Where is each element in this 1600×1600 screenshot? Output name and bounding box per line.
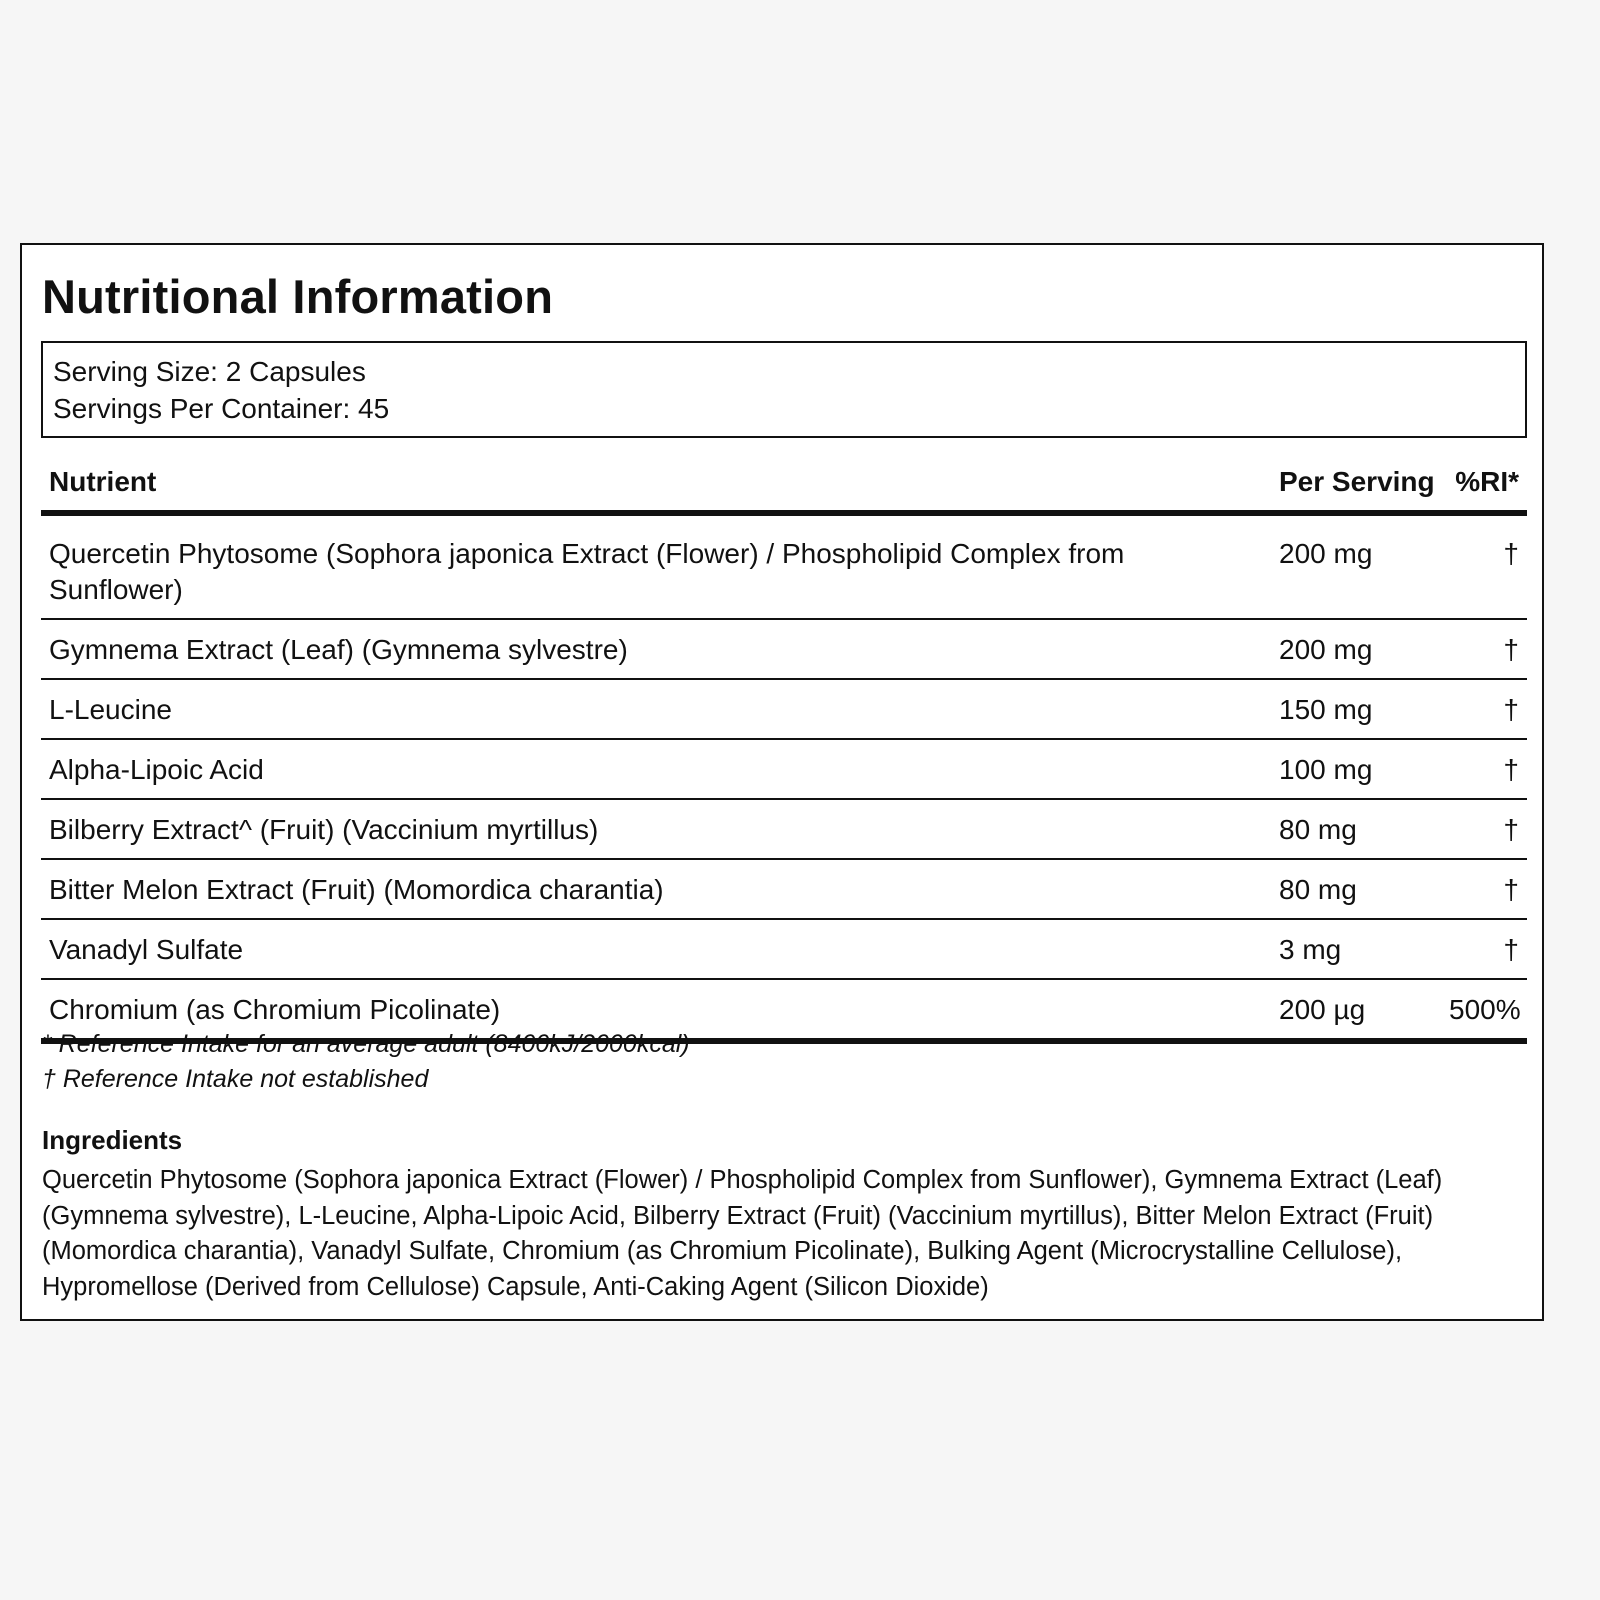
nutrient-name: Gymnema Extract (Leaf) (Gymnema sylvestre)	[41, 619, 1271, 679]
nutrient-amount: 3 mg	[1271, 919, 1441, 979]
nutrient-name: Quercetin Phytosome (Sophora japonica Extract (Flower) / Phospholipid Complex from Sunflower)	[41, 513, 1271, 619]
nutrition-panel	[20, 243, 1544, 1321]
page-title: Nutritional Information	[42, 270, 554, 323]
table-row	[41, 619, 1527, 679]
nutrient-amount: 200 mg	[1271, 619, 1441, 679]
nutrient-amount: 200 mg	[1271, 513, 1441, 619]
header-ri: %RI*	[1441, 458, 1527, 513]
nutrient-name: Chromium (as Chromium Picolinate)	[41, 979, 1271, 1041]
nutrient-amount: 80 mg	[1271, 799, 1441, 859]
nutrient-ri: †	[1441, 799, 1527, 859]
header-per-serving: Per Serving	[1271, 458, 1441, 513]
nutrient-ri: †	[1441, 619, 1527, 679]
nutrient-amount: 150 mg	[1271, 679, 1441, 739]
nutrient-name: Bitter Melon Extract (Fruit) (Momordica charantia)	[41, 859, 1271, 919]
table-row	[41, 919, 1527, 979]
serving-size: Serving Size: 2 Capsules	[53, 356, 366, 387]
serving-info-box	[41, 341, 1527, 438]
nutrient-ri: †	[1441, 513, 1527, 619]
nutrient-table-wrapper	[41, 458, 1527, 1044]
nutrient-ri: †	[1441, 919, 1527, 979]
nutrient-ri: †	[1441, 739, 1527, 799]
nutrient-table	[41, 458, 1527, 1044]
nutrient-name: Bilberry Extract^ (Fruit) (Vaccinium myrtillus)	[41, 799, 1271, 859]
nutrient-amount: 200 µg	[1271, 979, 1441, 1041]
nutrient-ri: †	[1441, 859, 1527, 919]
table-row	[41, 799, 1527, 859]
nutrient-name: L-Leucine	[41, 679, 1271, 739]
nutrient-ri: 500%	[1441, 979, 1527, 1041]
nutrient-amount: 100 mg	[1271, 739, 1441, 799]
header-nutrient: Nutrient	[41, 458, 1271, 513]
ingredients-heading: Ingredients	[42, 1125, 183, 1155]
nutrient-name: Alpha-Lipoic Acid	[41, 739, 1271, 799]
table-row	[41, 739, 1527, 799]
footnotes	[42, 1027, 690, 1097]
table-row	[41, 513, 1527, 619]
nutrient-ri: †	[1441, 679, 1527, 739]
servings-per-container: Servings Per Container: 45	[53, 393, 390, 424]
ingredients-text: Quercetin Phytosome (Sophora japonica Extract (Flower) / Phospholipid Complex from Sunflower), Gymnema Extract (Leaf) (Gymnema sylvestre), L-Leucine, Alpha-Lipoic Acid, Bilberry Extract (Fruit) (Vaccinium myrtillus), Bitter Melon Extract (Fruit) (Momordica charantia), Vanadyl Sulfate, Chromium (as Chromium Picolinate), Bulking Agent (Microcrystalline Cellulose), Hypromellose (Derived from Cellulose) Capsule, Anti-Caking Agent (Silicon Dioxide)	[42, 1166, 1443, 1301]
table-row	[41, 859, 1527, 919]
footnote-not-established: † Reference Intake not established	[42, 1065, 429, 1093]
nutrient-amount: 80 mg	[1271, 859, 1441, 919]
nutrient-name: Vanadyl Sulfate	[41, 919, 1271, 979]
table-header-row	[41, 458, 1527, 513]
table-row	[41, 679, 1527, 739]
footnote-reference-intake: * Reference Intake for an average adult (8400kJ/2000kcal)	[42, 1030, 690, 1058]
